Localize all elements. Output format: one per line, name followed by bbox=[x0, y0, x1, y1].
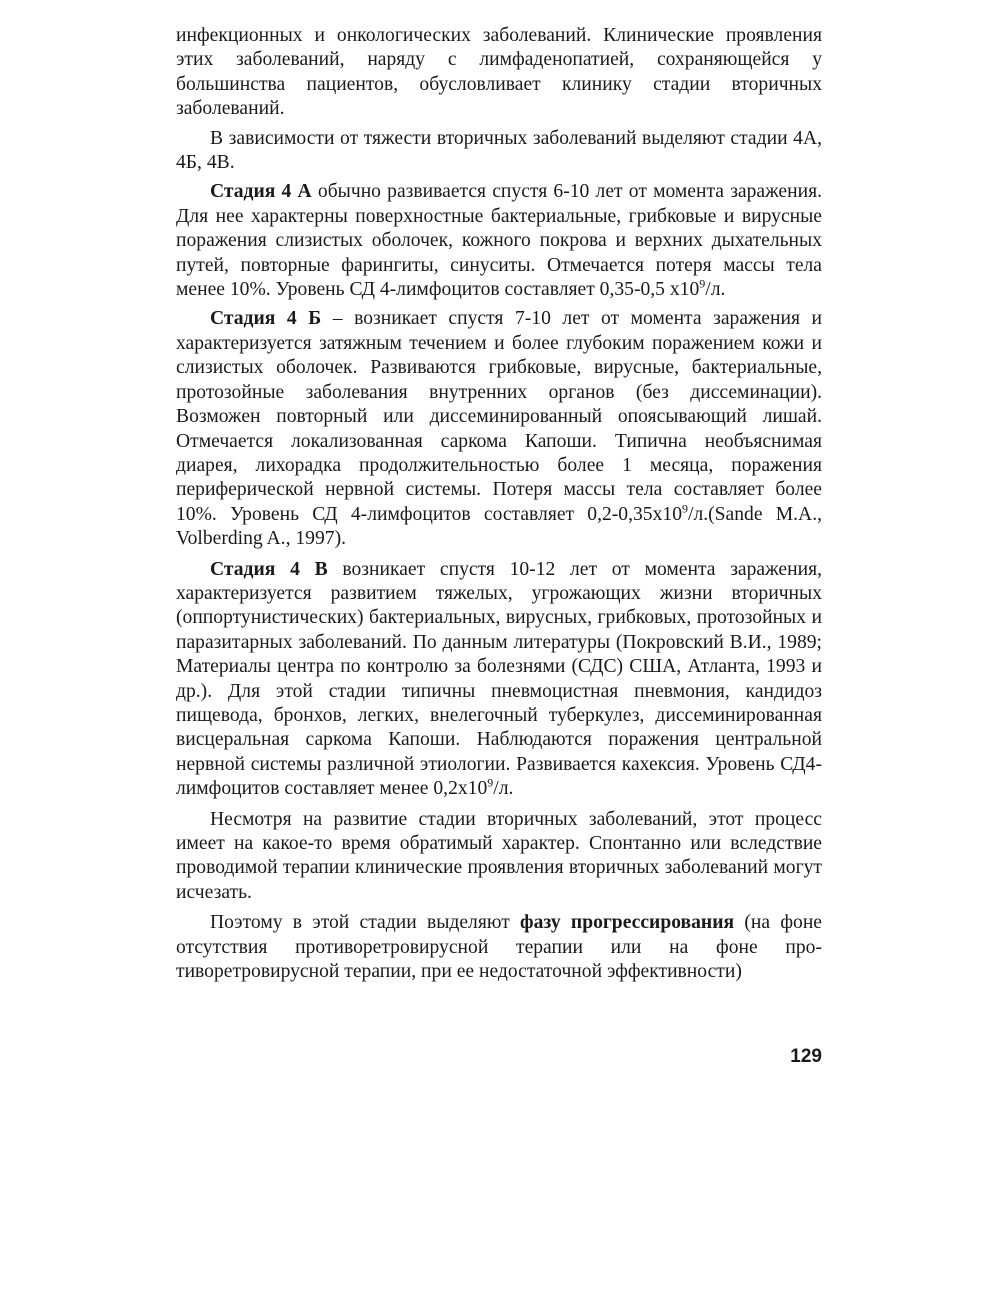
page-number: 129 bbox=[790, 1046, 822, 1067]
progression-phase-term: фазу прогрессирования bbox=[520, 912, 735, 934]
stage-4v-unit: /л. bbox=[493, 778, 514, 800]
stage-4b-text: – возникает спустя 7-10 лет от момента заражения и характеризуется затяжным течением и более глубоким поражением кожи и слизистых оболочек. Развиваются грибковые, вирусные, бактериальные, протозойные заболевания внутренних органов (без диссеминации). Возможен повторный или диссеминированный опоясывающий лишай. Отмечается локализованная саркома Капоши. Типична необъяснимая диарея, лихорадка продолжительностью более 1 месяца, поражения периферической нервной системы. Потеря массы тела составляет более 10%. Уровень СД 4-лимфоцитов составляет 0,2-0,35х10 bbox=[176, 308, 823, 525]
paragraph-stages-intro: В зависимости от тяжести вторичных заболеваний выделяют стадии 4А, 4Б, 4В. bbox=[176, 127, 822, 174]
stage-4b-heading: Стадия 4 Б bbox=[210, 308, 322, 330]
paragraph-stage-4v bbox=[176, 558, 822, 802]
paragraph-stage-4a bbox=[176, 180, 822, 302]
body-text bbox=[176, 24, 822, 984]
paragraph-continuation: инфекционных и онкологических заболеваний. Клинические проявления этих заболеваний, наряду с лимфаденопатией, сохраняющейся у большинства пациентов, обусловливает клинику стадии вторичных заболеваний. bbox=[176, 25, 822, 120]
stage-4a-text: обычно развивается спустя 6-10 лет от момента заражения. Для нее характерны поверхностные бактериальные, грибковые и вирусные поражения слизистых оболочек, кожного покрова и верхних дыхательных путей, повторные фарингиты, синуситы. Отмечается потеря массы тела менее 10%. Уровень СД 4-лимфоцитов составляет 0,35-0,5 х10 bbox=[176, 181, 822, 301]
stage-4v-heading: Стадия 4 В bbox=[210, 558, 328, 580]
exponent: 9 bbox=[682, 501, 688, 516]
progression-text-end: (на фоне отсутствия противоретровирусной терапии или на фоне противоретровирусной терапии, при ее недостаточной эффективности) bbox=[176, 912, 823, 983]
paragraph-reversibility: Несмотря на развитие стадии вторичных заболеваний, этот процесс имеет на какое-то время обратимый характер. Спонтанно или вследствие проводимой терапии клинические проявления вторичных заболеваний могут исчезать. bbox=[176, 808, 822, 903]
exponent: 9 bbox=[487, 775, 494, 790]
exponent: 9 bbox=[699, 276, 706, 291]
stage-4b-citation: /л.(Sande M.A., Volberding A., 1997). bbox=[176, 503, 822, 550]
paragraph-progression-phase bbox=[176, 911, 822, 984]
paragraph-stage-4b bbox=[176, 307, 822, 551]
stage-4a-unit: /л. bbox=[705, 279, 726, 301]
stage-4v-text: возникает спустя 10-12 лет от момента заражения, характеризуется развитием тяжелых, угрожающих жизни вторичных (оппортунистических) бактериальных, вирусных, грибковых, протозойных и паразитарных заболеваний. По данным литературы (Покровский В.И., 1989; Материалы центра по контролю за болезнями (СДС) США, Атланта, 1993 и др.). Для этой стадии типичны пневмоцистная пневмония, кандидоз пищевода, бронхов, легких, внелегочный туберкулез, диссеминированная висцеральная саркома Капоши. Наблюдаются поражения центральной нервной системы различной этиологии. Развивается кахексия. Уровень СД4-лимфоцитов составляет менее 0,2х10 bbox=[176, 558, 822, 800]
stage-4a-heading: Стадия 4 А bbox=[210, 181, 312, 203]
progression-text-start: Поэтому в этой стадии выделяют bbox=[210, 912, 521, 934]
